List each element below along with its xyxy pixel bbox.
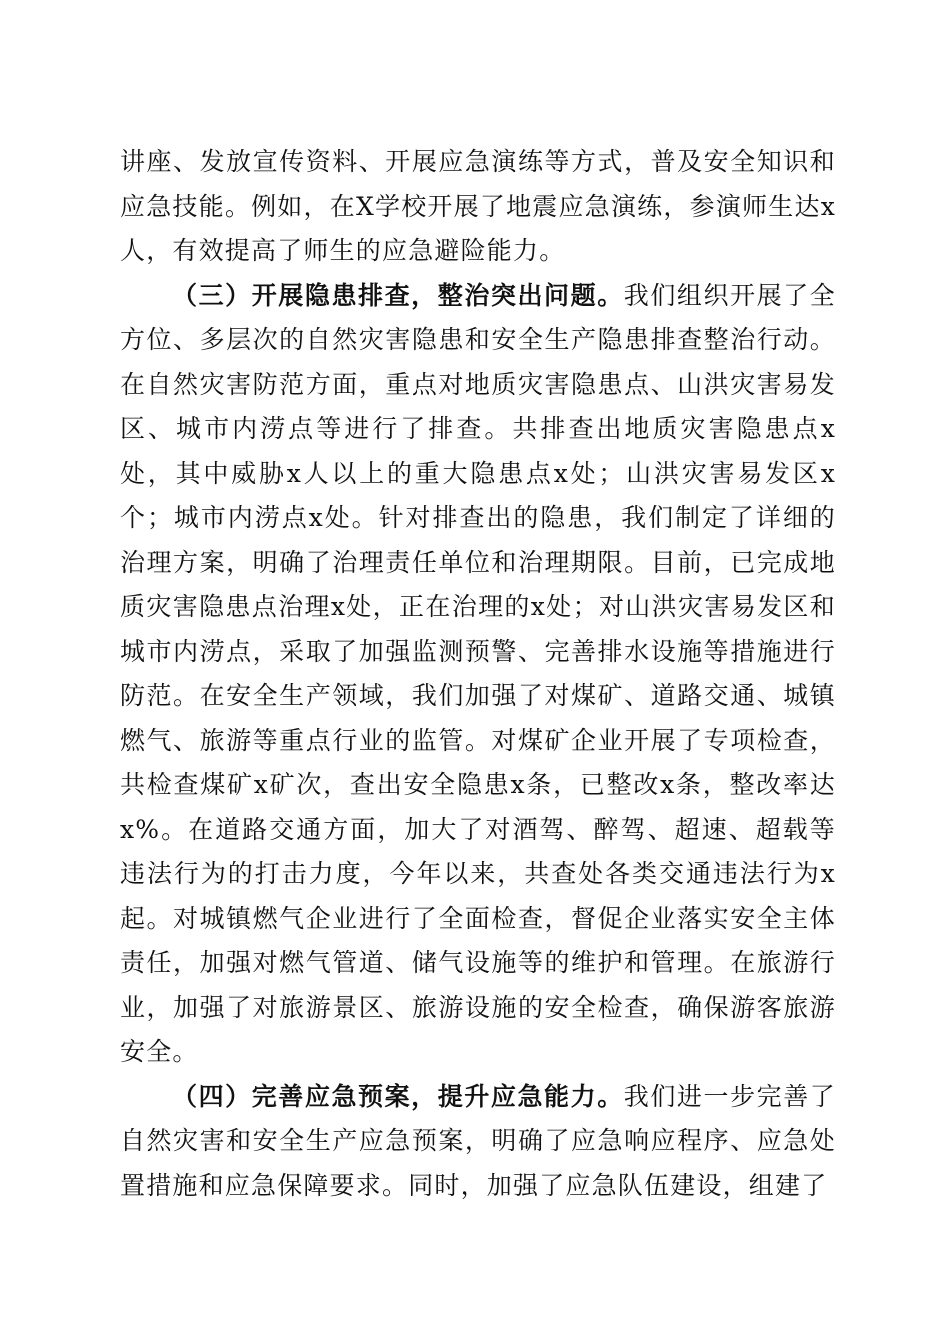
paragraph-section-3 [120, 274, 836, 1075]
paragraph-text: 讲座、发放宣传资料、开展应急演练等方式，普及安全知识和应急技能。例如，在X学校开展了地震应急演练，参演师生达x人，有效提高了师生的应急避险能力。 [120, 147, 836, 265]
paragraph-text: 我们组织开展了全方位、多层次的自然灾害隐患和安全生产隐患排查整治行动。在自然灾害防范方面，重点对地质灾害隐患点、山洪灾害易发区、城市内涝点等进行了排查。共排查出地质灾害隐患点x处，其中威胁x人以上的重大隐患点x处；山洪灾害易发区x个；城市内涝点x处。针对排查出的隐患，我们制定了详细的治理方案，明确了治理责任单位和治理期限。目前，已完成地质灾害隐患点治理x处，正在治理的x处；对山洪灾害易发区和城市内涝点，采取了加强监测预警、完善排水设施等措施进行防范。在安全生产领域，我们加强了对煤矿、道路交通、城镇燃气、旅游等重点行业的监管。对煤矿企业开展了专项检查，共检查煤矿x矿次，查出安全隐患x条，已整改x条，整改率达x%。在道路交通方面，加大了对酒驾、醉驾、超速、超载等违法行为的打击力度，今年以来，共查处各类交通违法行为x起。对城镇燃气企业进行了全面检查，督促企业落实安全主体责任，加强对燃气管道、储气设施等的维护和管理。在旅游行业，加强了对旅游景区、旅游设施的安全检查，确保游客旅游安全。 [120, 280, 836, 1066]
section-4-heading: （四）完善应急预案，提升应急能力。 [172, 1081, 624, 1111]
paragraph-text: 我们进一步完善了自然灾害和安全生产应急预案，明确了应急响应程序、应急处置措施和应急保障要求。同时，加强了应急队伍建设，组建了 [120, 1081, 836, 1200]
section-3-heading: （三）开展隐患排查，整治突出问题。 [172, 280, 624, 310]
paragraph-continuation [120, 140, 836, 274]
document-body [120, 140, 836, 1208]
paragraph-section-4 [120, 1075, 836, 1209]
